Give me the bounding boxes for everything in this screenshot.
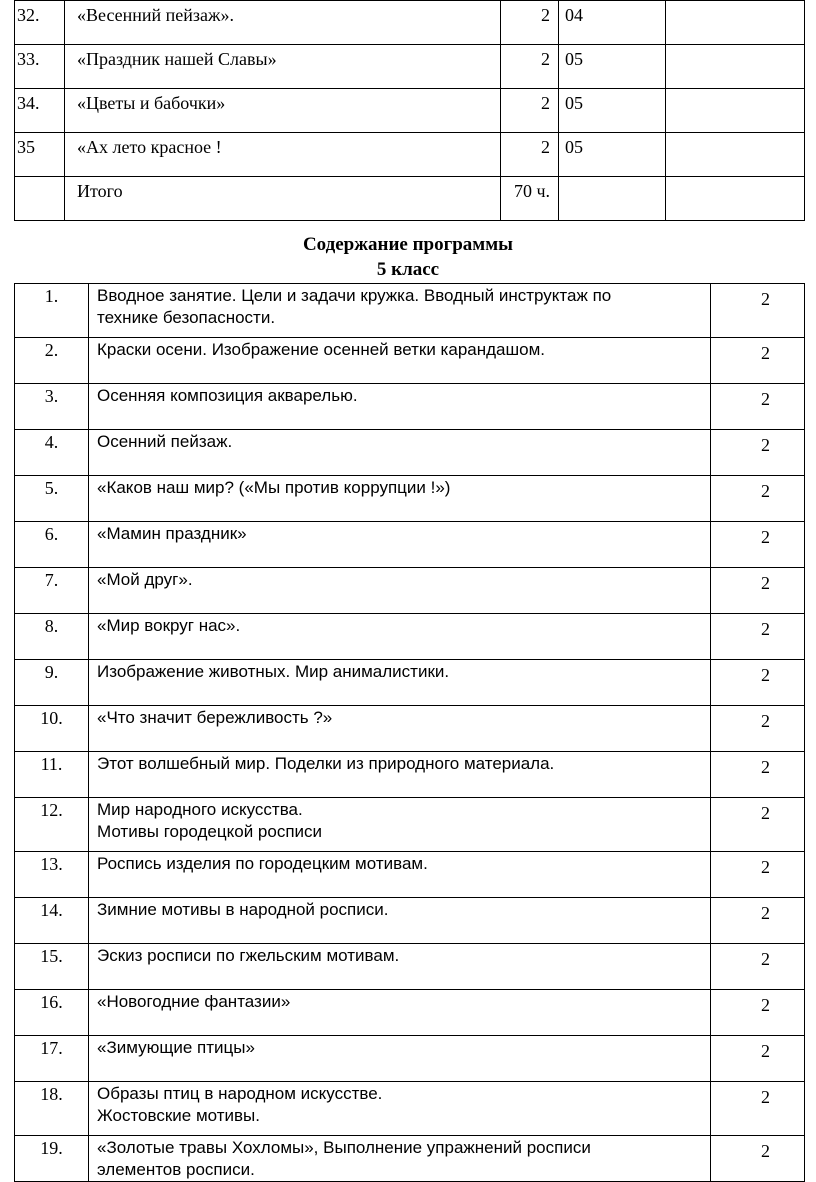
row-number-cell: 12. — [15, 798, 89, 852]
row-number-cell: 18. — [15, 1082, 89, 1136]
row-number-cell: 11. — [15, 752, 89, 798]
table-row — [15, 1, 805, 45]
row-number-cell: 8. — [15, 614, 89, 660]
topic-cell — [89, 1082, 711, 1136]
row-number-cell: 3. — [15, 384, 89, 430]
lesson-title-cell: «Весенний пейзаж». — [65, 1, 501, 45]
topic-line: Мотивы городецкой росписи — [97, 822, 323, 841]
month-cell: 04 — [559, 1, 666, 45]
topic-cell — [89, 568, 711, 614]
row-number-cell: 32. — [15, 1, 65, 45]
row-number-cell: 34. — [15, 89, 65, 133]
row-number-cell: 17. — [15, 1036, 89, 1082]
table-row — [15, 430, 805, 476]
hours-cell: 2 — [711, 798, 805, 852]
topic-cell — [89, 476, 711, 522]
table-row — [15, 133, 805, 177]
topic-line: Вводное занятие. Цели и задачи кружка. Вводный инструктаж по — [97, 286, 612, 305]
topic-cell — [89, 944, 711, 990]
schedule-table-body — [15, 1, 805, 221]
notes-cell — [666, 133, 805, 177]
table-row — [15, 614, 805, 660]
hours-cell: 2 — [711, 522, 805, 568]
row-number-cell: 10. — [15, 706, 89, 752]
hours-cell: 2 — [711, 990, 805, 1036]
notes-cell — [666, 89, 805, 133]
topic-line: «Зимующие птицы» — [97, 1038, 255, 1057]
table-row — [15, 89, 805, 133]
table-row — [15, 1082, 805, 1136]
hours-cell: 2 — [501, 45, 559, 89]
table-row — [15, 798, 805, 852]
topic-cell — [89, 1036, 711, 1082]
lesson-title-cell: «Цветы и бабочки» — [65, 89, 501, 133]
hours-cell: 2 — [711, 568, 805, 614]
table-row — [15, 177, 805, 221]
topic-cell — [89, 706, 711, 752]
hours-cell: 2 — [711, 476, 805, 522]
topic-line: Роспись изделия по городецким мотивам. — [97, 854, 428, 873]
table-row — [15, 384, 805, 430]
hours-cell: 2 — [711, 898, 805, 944]
topic-line: Зимние мотивы в народной росписи. — [97, 900, 389, 919]
topic-line: Осенняя композиция акварелью. — [97, 386, 358, 405]
topic-cell — [89, 614, 711, 660]
table-row — [15, 852, 805, 898]
topic-cell — [89, 284, 711, 338]
hours-cell: 2 — [711, 338, 805, 384]
section-title: Содержание программы — [302, 234, 514, 255]
row-number-cell: 19. — [15, 1136, 89, 1182]
month-cell: 05 — [559, 89, 666, 133]
row-number-cell: 7. — [15, 568, 89, 614]
topic-cell — [89, 798, 711, 852]
table-row — [15, 990, 805, 1036]
hours-cell: 2 — [711, 660, 805, 706]
hours-cell: 2 — [501, 89, 559, 133]
row-number-cell: 33. — [15, 45, 65, 89]
topic-cell — [89, 752, 711, 798]
topic-cell — [89, 660, 711, 706]
topic-line: «Мир вокруг нас». — [97, 616, 241, 635]
topic-line: Эскиз росписи по гжельским мотивам. — [97, 946, 400, 965]
topic-line: Осенний пейзаж. — [97, 432, 233, 451]
notes-cell — [666, 1, 805, 45]
program-content-table-body — [15, 284, 805, 1182]
topic-line: Краски осени. Изображение осенней ветки карандашом. — [97, 340, 545, 359]
row-number-cell: 6. — [15, 522, 89, 568]
row-number-cell: 15. — [15, 944, 89, 990]
month-cell — [559, 177, 666, 221]
table-row — [15, 752, 805, 798]
month-cell: 05 — [559, 45, 666, 89]
topic-cell — [89, 852, 711, 898]
hours-cell: 2 — [501, 1, 559, 45]
row-number-cell: 14. — [15, 898, 89, 944]
topic-cell — [89, 1136, 711, 1182]
table-row — [15, 1136, 805, 1182]
topic-line: Мир народного искусства. — [97, 800, 303, 819]
hours-cell: 2 — [711, 614, 805, 660]
topic-cell — [89, 990, 711, 1036]
row-number-cell: 35 — [15, 133, 65, 177]
hours-cell: 2 — [711, 1036, 805, 1082]
month-cell: 05 — [559, 133, 666, 177]
program-content-table — [14, 283, 805, 1182]
table-row — [15, 284, 805, 338]
topic-line: «Мамин праздник» — [97, 524, 247, 543]
hours-cell: 2 — [711, 430, 805, 476]
topic-cell — [89, 522, 711, 568]
hours-cell: 2 — [711, 852, 805, 898]
topic-line: «Мой друг». — [97, 570, 193, 589]
table-row — [15, 338, 805, 384]
topic-cell — [89, 338, 711, 384]
hours-cell: 2 — [711, 384, 805, 430]
lesson-title-cell: Итого — [65, 177, 501, 221]
hours-cell: 2 — [711, 1136, 805, 1182]
table-row — [15, 944, 805, 990]
topic-cell — [89, 384, 711, 430]
topic-line: Жостовские мотивы. — [97, 1106, 260, 1125]
table-row — [15, 1036, 805, 1082]
notes-cell — [666, 177, 805, 221]
topic-line: «Золотые травы Хохломы», Выполнение упражнений росписи — [97, 1138, 591, 1157]
topic-line: «Каков наш мир? («Мы против коррупции !») — [97, 478, 451, 497]
topic-cell — [89, 430, 711, 476]
hours-cell: 2 — [711, 752, 805, 798]
table-row — [15, 660, 805, 706]
schedule-table — [14, 0, 805, 221]
topic-line: Образы птиц в народном искусстве. — [97, 1084, 383, 1103]
row-number-cell: 16. — [15, 990, 89, 1036]
row-number-cell: 1. — [15, 284, 89, 338]
topic-line: элементов росписи. — [97, 1160, 255, 1179]
topic-line: технике безопасности. — [97, 308, 276, 327]
row-number-cell: 2. — [15, 338, 89, 384]
row-number-cell: 13. — [15, 852, 89, 898]
table-row — [15, 706, 805, 752]
row-number-cell: 4. — [15, 430, 89, 476]
topic-line: Этот волшебный мир. Поделки из природного материала. — [97, 754, 555, 773]
row-number-cell — [15, 177, 65, 221]
topic-line: Изображение животных. Мир анималистики. — [97, 662, 450, 681]
table-row — [15, 898, 805, 944]
hours-cell: 2 — [711, 706, 805, 752]
table-row — [15, 568, 805, 614]
hours-cell: 2 — [711, 944, 805, 990]
table-row — [15, 476, 805, 522]
lesson-title-cell: «Ах лето красное ! — [65, 133, 501, 177]
notes-cell — [666, 45, 805, 89]
topic-cell — [89, 898, 711, 944]
topic-line: «Новогодние фантазии» — [97, 992, 291, 1011]
hours-cell: 2 — [711, 284, 805, 338]
topic-line: «Что значит бережливость ?» — [97, 708, 333, 727]
hours-cell: 2 — [501, 133, 559, 177]
table-row — [15, 45, 805, 89]
hours-cell: 70 ч. — [501, 177, 559, 221]
row-number-cell: 9. — [15, 660, 89, 706]
row-number-cell: 5. — [15, 476, 89, 522]
grade-subtitle: 5 класс — [376, 259, 440, 280]
hours-cell: 2 — [711, 1082, 805, 1136]
table-row — [15, 522, 805, 568]
lesson-title-cell: «Праздник нашей Славы» — [65, 45, 501, 89]
